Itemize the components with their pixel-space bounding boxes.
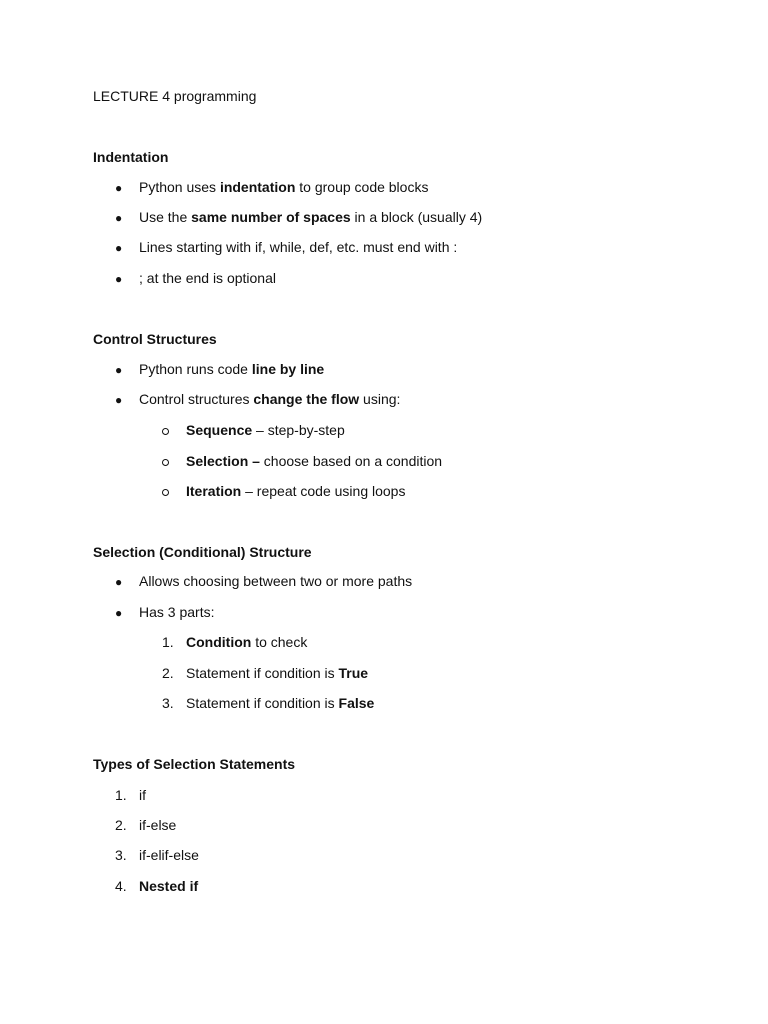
list-item: Allows choosing between two or more paths	[139, 573, 413, 589]
bullet-icon: ●	[115, 575, 123, 589]
circle-bullet-icon	[162, 428, 169, 435]
section-heading-selection-structure: Selection (Conditional) Structure	[93, 544, 312, 560]
sub-list-item: Iteration – repeat code using loops	[186, 483, 406, 499]
sub-list-item: Selection – choose based on a condition	[186, 453, 443, 469]
list-item: ; at the end is optional	[139, 270, 276, 286]
numbered-item: Nested if	[139, 878, 199, 894]
list-item: Use the same number of spaces in a block (usually 4)	[139, 209, 483, 225]
numbered-item: if-else	[139, 817, 177, 833]
list-number: 1.	[115, 787, 127, 803]
bullet-icon: ●	[115, 272, 123, 286]
bullet-icon: ●	[115, 606, 123, 620]
section-heading-types-of-selection: Types of Selection Statements	[93, 756, 296, 772]
circle-bullet-icon	[162, 459, 169, 466]
list-number: 2.	[115, 817, 127, 833]
list-number: 3.	[162, 695, 174, 711]
list-number: 2.	[162, 665, 174, 681]
document-title: LECTURE 4 programming	[93, 88, 257, 104]
list-item: Control structures change the flow using:	[139, 391, 401, 407]
list-item: Has 3 parts:	[139, 604, 215, 620]
bullet-icon: ●	[115, 363, 123, 377]
bullet-icon: ●	[115, 211, 123, 225]
numbered-item: Statement if condition is True	[186, 665, 369, 681]
list-number: 4.	[115, 878, 127, 894]
bullet-icon: ●	[115, 393, 123, 407]
numbered-item: Condition to check	[186, 634, 308, 650]
section-heading-indentation: Indentation	[93, 149, 169, 165]
numbered-item: Statement if condition is False	[186, 695, 375, 711]
numbered-item: if-elif-else	[139, 847, 199, 863]
list-number: 1.	[162, 634, 174, 650]
list-item: Python runs code line by line	[139, 361, 325, 377]
list-number: 3.	[115, 847, 127, 863]
sub-list-item: Sequence – step-by-step	[186, 422, 345, 438]
bullet-icon: ●	[115, 241, 123, 255]
section-heading-control-structures: Control Structures	[93, 331, 217, 347]
bullet-icon: ●	[115, 181, 123, 195]
numbered-item: if	[139, 787, 146, 803]
circle-bullet-icon	[162, 489, 169, 496]
list-item: Lines starting with if, while, def, etc. must end with :	[139, 239, 458, 255]
list-item: Python uses indentation to group code blocks	[139, 179, 429, 195]
